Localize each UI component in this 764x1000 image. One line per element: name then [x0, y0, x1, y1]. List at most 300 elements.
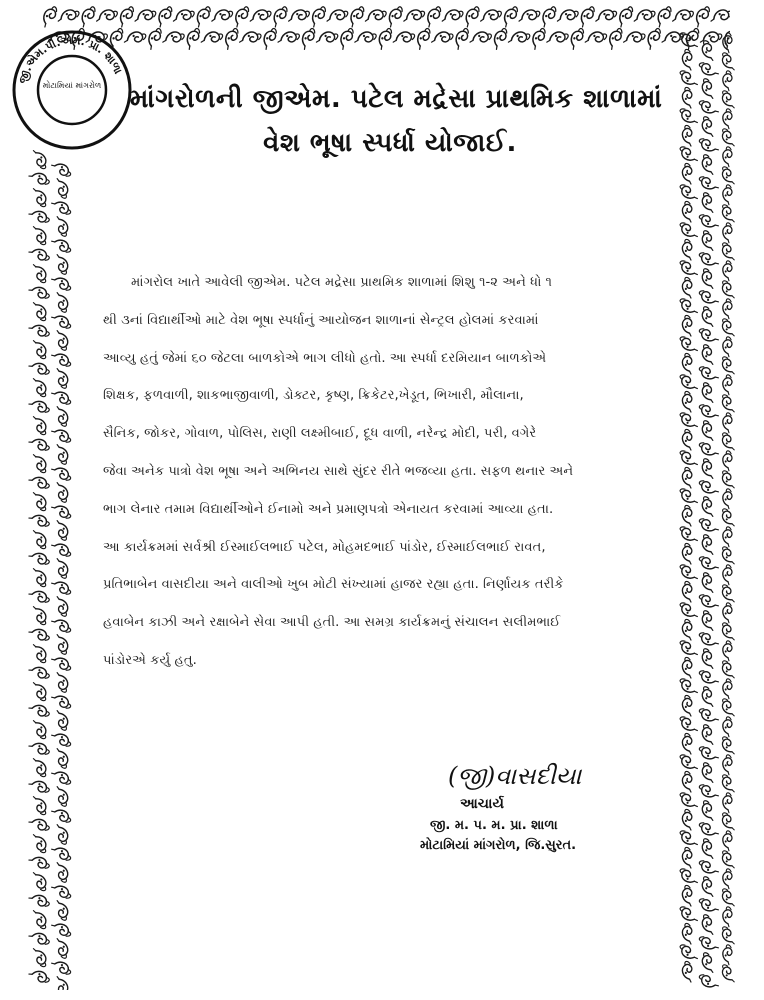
- border-motif: [718, 754, 739, 775]
- border-motif: [31, 341, 49, 359]
- border-motif: [678, 733, 699, 754]
- border-motif: [680, 601, 698, 619]
- border-motif: [718, 640, 739, 661]
- border-motif: [678, 125, 699, 146]
- border-motif: [52, 692, 72, 712]
- border-motif: [718, 868, 739, 889]
- border-motif: [678, 619, 699, 640]
- border-motif: [699, 249, 719, 269]
- border-motif: [680, 867, 698, 885]
- border-motif: [678, 201, 699, 222]
- border-motif: [624, 28, 646, 49]
- border-motif: [29, 777, 50, 798]
- border-motif: [680, 145, 698, 163]
- border-motif: [699, 439, 719, 459]
- border-motif: [678, 429, 699, 450]
- border-motif: [347, 6, 368, 27]
- border-motif: [52, 331, 72, 351]
- border-motif: [699, 211, 719, 231]
- border-motif: [355, 28, 377, 49]
- border-motif: [423, 6, 444, 27]
- border-motif: [720, 243, 737, 260]
- border-motif: [442, 6, 463, 27]
- border-motif: [557, 6, 578, 27]
- border-motif: [29, 511, 50, 532]
- border-motif: [699, 116, 719, 136]
- border-motif: [52, 255, 72, 275]
- border-motif: [31, 265, 49, 283]
- border-motif: [678, 163, 699, 184]
- border-motif: [31, 911, 49, 929]
- border-motif: [29, 435, 50, 456]
- border-motif: [52, 179, 72, 199]
- border-motif: [52, 616, 72, 636]
- border-motif: [699, 192, 719, 212]
- border-motif: [678, 847, 699, 868]
- border-motif: [699, 952, 719, 972]
- border-motif: [718, 488, 739, 509]
- border-motif: [52, 768, 72, 788]
- border-motif: [680, 297, 698, 315]
- border-motif: [52, 901, 72, 921]
- body-line: થી ૩નાં વિદ્યાર્થીઓ માટે વેશ ભૂષા સ્પર્ધાનું આયોજન શાળાનાં સેન્ટ્રલ હોલમાં કરવામાં: [103, 312, 539, 328]
- border-motif: [52, 939, 72, 959]
- border-motif: [720, 319, 737, 336]
- border-motif: [699, 306, 719, 326]
- border-motif: [720, 91, 737, 108]
- border-motif: [634, 6, 655, 27]
- border-motif: [680, 563, 698, 581]
- border-motif: [298, 28, 320, 49]
- body-line: માંગરોલ ખાતે આવેલી જીએમ. પટેલ મદ્રેસા પ્રાથમિક શાળામાં શિશુ ૧-૨ અને ધો ૧: [131, 275, 553, 290]
- border-motif: [699, 287, 719, 307]
- border-motif: [720, 965, 737, 982]
- border-motif: [673, 6, 694, 27]
- border-motif: [308, 6, 329, 27]
- border-motif: [52, 787, 72, 807]
- border-motif: [678, 353, 699, 374]
- border-motif: [718, 146, 739, 167]
- border-motif: [699, 629, 719, 649]
- border-motif: [52, 844, 72, 864]
- border-motif: [699, 458, 719, 478]
- border-motif: [183, 28, 205, 49]
- border-motif: [699, 762, 719, 782]
- border-motif: [680, 69, 698, 87]
- border-motif: [31, 721, 49, 739]
- border-motif: [720, 623, 737, 640]
- border-motif: [404, 6, 425, 27]
- border-motif: [375, 28, 397, 49]
- border-motif: [29, 169, 50, 190]
- decorative-border-top: [40, 2, 730, 54]
- signature-school: જી. મ. પ. મ. પ્રા. શાળા: [430, 818, 558, 833]
- border-motif: [327, 6, 348, 27]
- border-motif: [596, 6, 617, 27]
- border-motif: [699, 230, 719, 250]
- border-motif: [718, 792, 739, 813]
- border-motif: [52, 217, 72, 237]
- document-body: [103, 264, 665, 680]
- border-motif: [52, 483, 72, 503]
- border-motif: [720, 509, 737, 526]
- border-motif: [720, 167, 737, 184]
- border-motif: [52, 540, 72, 560]
- border-motif: [678, 581, 699, 602]
- border-motif: [699, 553, 719, 573]
- border-motif: [678, 239, 699, 260]
- border-motif: [567, 28, 589, 49]
- border-motif: [718, 450, 739, 471]
- border-motif: [52, 502, 72, 522]
- border-motif: [699, 40, 719, 60]
- border-motif: [163, 28, 185, 49]
- border-motif: [699, 420, 719, 440]
- border-motif: [699, 477, 719, 497]
- border-motif: [720, 813, 737, 830]
- border-motif: [221, 28, 243, 49]
- border-motif: [699, 515, 719, 535]
- border-motif: [52, 369, 72, 389]
- border-motif: [718, 336, 739, 357]
- border-motif: [31, 379, 49, 397]
- border-motif: [680, 31, 698, 49]
- border-motif: [699, 857, 719, 877]
- border-motif: [52, 160, 72, 180]
- border-motif: [680, 753, 698, 771]
- border-motif: [52, 274, 72, 294]
- border-motif: [680, 639, 698, 657]
- border-motif: [52, 198, 72, 218]
- border-motif: [52, 597, 72, 617]
- border-motif: [720, 737, 737, 754]
- border-motif: [680, 677, 698, 695]
- border-motif: [680, 943, 698, 961]
- border-motif: [680, 183, 698, 201]
- border-motif: [193, 6, 214, 27]
- border-motif: [678, 885, 699, 906]
- border-motif: [135, 6, 156, 27]
- body-line: સૈનિક, જોકર, ગોવાળ, પોલિસ, રાણી લક્ષ્મીબાઈ, દૂધ વાળી, નરેન્દ્ર મોદી, પરી, વગેરે: [103, 426, 537, 442]
- body-line: જેવા અનેક પાત્રો વેશ ભૂષા અને અભિનય સાથે સુંદર રીતે ભજવ્યા હતા. સફળ થનાર અને: [103, 463, 574, 479]
- border-motif: [699, 591, 719, 611]
- border-motif: [52, 312, 72, 332]
- border-motif: [31, 759, 49, 777]
- border-motif: [718, 526, 739, 547]
- border-motif: [270, 6, 291, 27]
- border-motif: [52, 977, 72, 990]
- border-motif: [29, 815, 50, 836]
- stamp-outer-text: જી.એમ.પી.એમ. પ્રા. શાળા: [16, 33, 125, 85]
- border-motif: [29, 473, 50, 494]
- border-motif: [678, 923, 699, 944]
- border-motif: [31, 797, 49, 815]
- border-motif: [718, 70, 739, 91]
- border-motif: [577, 6, 598, 27]
- border-motif: [462, 6, 483, 27]
- border-motif: [699, 344, 719, 364]
- border-motif: [680, 715, 698, 733]
- border-motif: [678, 277, 699, 298]
- border-motif: [240, 28, 262, 49]
- border-motif: [678, 961, 699, 982]
- border-motif: [718, 412, 739, 433]
- border-motif: [52, 464, 72, 484]
- border-motif: [720, 775, 737, 792]
- border-motif: [52, 521, 72, 541]
- border-motif: [52, 863, 72, 883]
- border-motif: [29, 663, 50, 684]
- border-motif: [699, 496, 719, 516]
- border-motif: [720, 357, 737, 374]
- border-motif: [29, 359, 50, 380]
- body-line: ભાગ લેનાર તમામ વિદ્યાર્થીઓને ઈનામો અને પ્રમાણપત્રો એનાયત કરવામાં આવ્યા હતા.: [103, 501, 554, 517]
- border-motif: [678, 505, 699, 526]
- border-motif: [31, 189, 49, 207]
- svg-text:જી.એમ.પી.એમ. પ્રા. શાળા: [16, 33, 125, 86]
- border-motif: [678, 49, 699, 70]
- border-motif: [680, 829, 698, 847]
- border-motif: [680, 487, 698, 505]
- border-motif: [29, 321, 50, 342]
- stamp-inner-text: મોટામિયાં માંગરોળ: [42, 81, 102, 90]
- border-motif: [680, 335, 698, 353]
- border-motif: [699, 724, 719, 744]
- border-motif: [31, 607, 49, 625]
- border-motif: [615, 6, 636, 27]
- border-motif: [699, 534, 719, 554]
- border-motif: [718, 108, 739, 129]
- border-motif: [52, 426, 72, 446]
- border-motif: [451, 28, 473, 49]
- border-motif: [720, 281, 737, 298]
- signature-address: મોટામિયાં માંગરોળ, જિ.સુરત.: [420, 838, 577, 853]
- border-motif: [31, 531, 49, 549]
- signature: (જી)વાસદીયા: [448, 762, 582, 790]
- border-motif: [718, 602, 739, 623]
- border-motif: [29, 397, 50, 418]
- body-line: પ્રતિભાબેન વાસદીયા અને વાલીઓ ખુબ મોટી સંખ્યામાં હાજર રહ્યા હતા. નિર્ણાયક તરીકે: [103, 577, 564, 593]
- border-motif: [699, 78, 719, 98]
- border-motif: [720, 395, 737, 412]
- border-motif: [52, 578, 72, 598]
- border-motif: [692, 6, 713, 27]
- border-motif: [720, 585, 737, 602]
- border-motif: [720, 889, 737, 906]
- border-motif: [678, 391, 699, 412]
- border-motif: [680, 905, 698, 923]
- border-motif: [29, 891, 50, 912]
- border-motif: [289, 6, 310, 27]
- border-motif: [678, 771, 699, 792]
- border-motif: [680, 411, 698, 429]
- border-motif: [699, 838, 719, 858]
- decorative-border-right: [676, 30, 740, 990]
- border-motif: [720, 699, 737, 716]
- school-stamp: [10, 28, 134, 152]
- border-motif: [29, 587, 50, 608]
- border-motif: [718, 716, 739, 737]
- border-motif: [699, 686, 719, 706]
- border-motif: [699, 572, 719, 592]
- body-line: શિક્ષક, ફળવાળી, શાકભાજીવાળી, ડોક્ટર, કૃષ્ણ, ક્રિકેટર,ખેડૂત, ભિખારી, મૌલાના,: [103, 388, 524, 404]
- border-motif: [720, 927, 737, 944]
- border-motif: [52, 407, 72, 427]
- border-motif: [718, 222, 739, 243]
- border-motif: [678, 809, 699, 830]
- border-motif: [29, 929, 50, 950]
- border-motif: [539, 6, 560, 27]
- border-motif: [116, 6, 137, 27]
- border-motif: [699, 781, 719, 801]
- border-motif: [718, 944, 739, 965]
- border-motif: [58, 6, 79, 27]
- border-motif: [605, 28, 627, 49]
- border-motif: [699, 382, 719, 402]
- border-motif: [52, 673, 72, 693]
- body-line: આવ્યુ હતું જેમાં ૬૦ જેટલા બાળકોએ ભાગ લીધો હતો. આ સ્પર્ધા દરમિયાન બાળકોએ: [103, 350, 547, 366]
- border-motif: [678, 543, 699, 564]
- border-motif: [699, 876, 719, 896]
- border-motif: [52, 730, 72, 750]
- border-motif: [643, 28, 665, 49]
- border-motif: [678, 87, 699, 108]
- border-motif: [29, 701, 50, 722]
- decorative-border-left: [28, 150, 78, 990]
- border-motif: [699, 743, 719, 763]
- border-motif: [31, 417, 49, 435]
- border-motif: [720, 433, 737, 450]
- border-motif: [680, 525, 698, 543]
- border-motif: [432, 28, 454, 49]
- border-motif: [718, 564, 739, 585]
- border-motif: [528, 28, 550, 49]
- border-motif: [470, 28, 492, 49]
- border-motif: [29, 207, 50, 228]
- border-motif: [29, 739, 50, 760]
- border-motif: [52, 445, 72, 465]
- border-motif: [393, 28, 415, 49]
- border-motif: [278, 28, 300, 49]
- border-motif: [585, 28, 607, 49]
- border-motif: [78, 6, 99, 27]
- border-motif: [29, 853, 50, 874]
- border-motif: [720, 851, 737, 868]
- border-motif: [173, 6, 194, 27]
- border-motif: [699, 667, 719, 687]
- border-motif: [711, 6, 730, 27]
- border-motif: [720, 129, 737, 146]
- border-motif: [508, 28, 530, 49]
- border-motif: [699, 971, 719, 990]
- border-motif: [680, 449, 698, 467]
- border-motif: [680, 373, 698, 391]
- border-motif: [699, 325, 719, 345]
- border-motif: [31, 873, 49, 891]
- border-motif: [52, 635, 72, 655]
- border-motif: [52, 559, 72, 579]
- border-motif: [720, 547, 737, 564]
- border-motif: [52, 350, 72, 370]
- border-motif: [52, 388, 72, 408]
- border-motif: [144, 28, 166, 49]
- border-motif: [52, 711, 72, 731]
- border-motif: [680, 107, 698, 125]
- border-motif: [52, 654, 72, 674]
- border-motif: [29, 625, 50, 646]
- border-motif: [680, 791, 698, 809]
- border-motif: [212, 6, 233, 27]
- border-motif: [250, 6, 271, 27]
- border-motif: [31, 645, 49, 663]
- border-motif: [699, 97, 719, 117]
- border-motif: [699, 705, 719, 725]
- border-motif: [29, 549, 50, 570]
- document-title-line-2: વેશ ભૂષા સ્પર્ધા યોજાઈ.: [263, 128, 517, 158]
- border-motif: [699, 914, 719, 934]
- border-motif: [699, 800, 719, 820]
- border-motif: [385, 6, 406, 27]
- border-motif: [31, 227, 49, 245]
- body-line: પાંડોરએ કર્યુ હતુ.: [103, 652, 197, 668]
- border-motif: [547, 28, 569, 49]
- border-motif: [720, 53, 737, 70]
- border-motif: [31, 949, 49, 967]
- border-motif: [720, 661, 737, 678]
- border-motif: [155, 6, 176, 27]
- border-motif: [678, 315, 699, 336]
- border-motif: [231, 6, 252, 27]
- border-motif: [519, 6, 540, 27]
- border-motif: [52, 749, 72, 769]
- border-motif: [52, 236, 72, 256]
- border-motif: [29, 245, 50, 266]
- border-motif: [720, 205, 737, 222]
- border-motif: [699, 819, 719, 839]
- border-motif: [52, 806, 72, 826]
- border-motif: [52, 958, 72, 978]
- border-motif: [680, 259, 698, 277]
- border-motif: [699, 401, 719, 421]
- border-motif: [699, 610, 719, 630]
- border-motif: [52, 920, 72, 940]
- border-motif: [699, 268, 719, 288]
- border-motif: [699, 135, 719, 155]
- border-motif: [678, 695, 699, 716]
- border-motif: [699, 933, 719, 953]
- border-motif: [481, 6, 502, 27]
- border-motif: [31, 303, 49, 321]
- border-motif: [490, 28, 512, 49]
- border-motif: [718, 374, 739, 395]
- border-motif: [680, 221, 698, 239]
- border-motif: [699, 154, 719, 174]
- border-motif: [718, 830, 739, 851]
- border-motif: [718, 906, 739, 927]
- border-motif: [699, 173, 719, 193]
- border-motif: [52, 825, 72, 845]
- border-motif: [718, 678, 739, 699]
- body-line: હવાબેન કાઝી અને રક્ષાબેને સેવા આપી હતી. આ સમગ્ર કાર્યક્રમનું સંચાલન સલીમભાઈ: [103, 615, 561, 631]
- border-motif: [365, 6, 386, 27]
- border-motif: [316, 28, 338, 49]
- document-title-line-1: માંગરોળની જીએમ. પટેલ મદ્રેસા પ્રાથમિક શાળામાં: [130, 84, 663, 114]
- border-motif: [31, 493, 49, 511]
- border-motif: [699, 363, 719, 383]
- border-motif: [699, 59, 719, 79]
- border-motif: [52, 293, 72, 313]
- border-motif: [29, 283, 50, 304]
